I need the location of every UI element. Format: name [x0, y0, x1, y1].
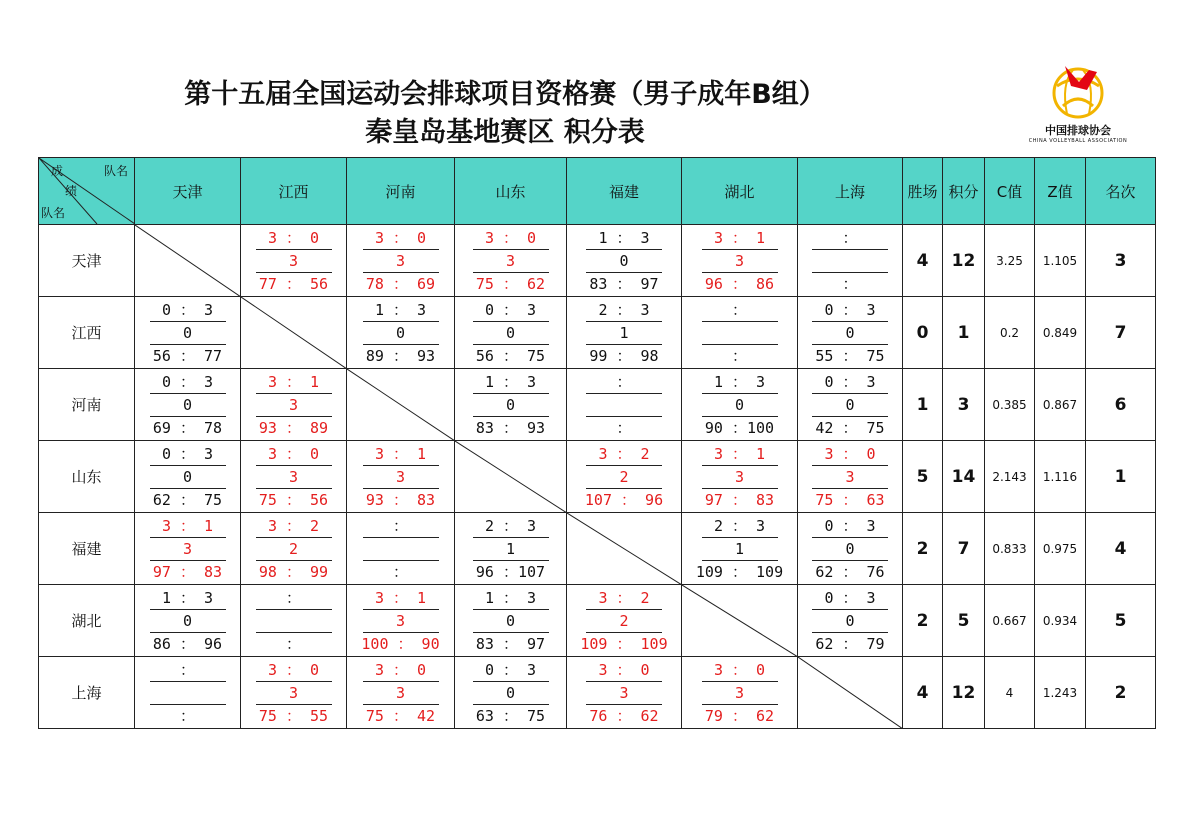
match-result: [241, 515, 346, 583]
match-points: [798, 250, 902, 272]
set-score: 2 ： 3: [484, 516, 537, 535]
standings-table: [38, 157, 1156, 729]
match-result-cell: [455, 657, 567, 729]
match-result: [347, 227, 454, 295]
match-result-cell: [567, 297, 682, 369]
match-result: [135, 371, 240, 439]
match-result-cell: [682, 657, 798, 729]
set-score: 3 ： 0: [267, 660, 320, 679]
set-score: 3 ： 1: [374, 588, 427, 607]
set-score: 0 ： 3: [824, 300, 876, 319]
match-result-cell: [567, 441, 682, 513]
c-value-cell: 4: [985, 657, 1035, 729]
set-score: 0 ： 3: [161, 372, 214, 391]
corner-cell: [39, 158, 135, 225]
set-score: 0 ： 3: [484, 300, 537, 319]
match-result-cell: [567, 657, 682, 729]
self-match-cell: [135, 225, 241, 297]
match-points: 3: [505, 251, 516, 270]
match-result-cell: [798, 297, 903, 369]
point-score: ：: [616, 418, 632, 437]
match-result: [135, 299, 240, 367]
points-cell: 12: [943, 657, 985, 729]
match-result: [347, 515, 454, 583]
match-result-cell: [798, 225, 903, 297]
point-score: 63 ： 75: [475, 706, 546, 725]
set-score: 3 ： 2: [267, 516, 320, 535]
point-score: 109 ： 109: [580, 634, 668, 653]
set-score: ：: [616, 372, 632, 391]
match-result-cell: [682, 441, 798, 513]
match-result: [135, 515, 240, 583]
match-result-cell: [241, 585, 347, 657]
point-score: 97 ： 83: [152, 562, 223, 581]
match-result: [798, 371, 902, 439]
rank-cell: 6: [1086, 369, 1156, 441]
match-points: 3: [182, 539, 193, 558]
diagonal-line: [241, 297, 347, 369]
points-cell: 14: [943, 441, 985, 513]
match-result: [347, 659, 454, 727]
table-row: [39, 513, 1156, 585]
row-team-name: 江西: [39, 297, 135, 369]
match-points: 0: [619, 251, 629, 270]
rank-cell: 7: [1086, 297, 1156, 369]
set-score: 3 ： 0: [267, 444, 320, 463]
point-score: 99 ： 98: [589, 346, 659, 365]
z-value-cell: 1.116: [1035, 441, 1086, 513]
c-value-cell: 0.667: [985, 585, 1035, 657]
set-score: 1 ： 3: [484, 372, 537, 391]
match-result-cell: [798, 513, 903, 585]
match-result: [798, 299, 902, 367]
match-points: 0: [395, 323, 406, 342]
match-result-cell: [135, 513, 241, 585]
point-score: 79 ： 62: [704, 706, 775, 725]
point-score: 83 ： 97: [589, 274, 659, 293]
point-score: 62 ： 76: [815, 562, 885, 581]
column-header-team: 湖北: [682, 158, 798, 225]
match-result: [567, 227, 681, 295]
point-score: 96 ： 86: [704, 274, 775, 293]
match-points: [347, 538, 454, 560]
point-score: 56 ： 77: [152, 346, 223, 365]
set-score: 1 ： 3: [161, 588, 214, 607]
column-header-stat: 胜场: [903, 158, 943, 225]
match-result-cell: [798, 369, 903, 441]
row-team-name: 河南: [39, 369, 135, 441]
match-points: 3: [395, 611, 406, 630]
point-score: 55 ： 75: [815, 346, 885, 365]
match-result-cell: [567, 585, 682, 657]
match-points: 0: [182, 611, 193, 630]
match-points: 3: [619, 683, 629, 702]
corner-label-top-left: 成: [51, 164, 64, 178]
self-match-cell: [567, 513, 682, 585]
set-score: 1 ： 3: [713, 372, 766, 391]
match-result: [682, 227, 797, 295]
z-value-cell: 0.849: [1035, 297, 1086, 369]
column-header-team: 江西: [241, 158, 347, 225]
set-score: 3 ： 0: [598, 660, 650, 679]
match-result: [567, 371, 681, 439]
match-points: 3: [395, 683, 406, 702]
set-score: 0 ： 3: [824, 516, 876, 535]
row-team-name: 湖北: [39, 585, 135, 657]
match-points: 3: [845, 467, 855, 486]
match-result: [567, 443, 681, 511]
set-score: ：: [285, 588, 301, 607]
point-score: 62 ： 79: [815, 634, 885, 653]
set-score: 0 ： 3: [824, 372, 876, 391]
match-points: 0: [845, 611, 855, 630]
z-value-cell: 0.934: [1035, 585, 1086, 657]
row-team-name: 天津: [39, 225, 135, 297]
rank-cell: 2: [1086, 657, 1156, 729]
match-result-cell: [135, 369, 241, 441]
set-score: 3 ： 0: [374, 660, 427, 679]
logo-text-cn: 中国排球协会: [1045, 124, 1111, 137]
match-result-cell: [682, 297, 798, 369]
match-points: 0: [845, 323, 855, 342]
point-score: 100 ： 90: [361, 634, 440, 653]
match-points: 0: [505, 683, 516, 702]
match-points: 2: [619, 611, 629, 630]
match-result-cell: [241, 513, 347, 585]
c-value-cell: 3.25: [985, 225, 1035, 297]
table-body: [39, 225, 1156, 729]
point-score: 69 ： 78: [152, 418, 223, 437]
rank-cell: 5: [1086, 585, 1156, 657]
points-cell: 3: [943, 369, 985, 441]
match-points: 3: [288, 683, 299, 702]
row-team-name: 山东: [39, 441, 135, 513]
column-header-stat: 积分: [943, 158, 985, 225]
set-score: 3 ： 1: [267, 372, 320, 391]
point-score: 107 ： 96: [584, 490, 664, 509]
point-score: 77 ： 56: [258, 274, 329, 293]
point-score: ：: [179, 706, 195, 725]
match-result: [455, 371, 566, 439]
match-points: [682, 322, 797, 344]
set-score: 3 ： 2: [598, 588, 650, 607]
diagonal-line: [455, 441, 567, 513]
set-score: 3 ： 0: [374, 228, 427, 247]
match-result: [241, 587, 346, 655]
z-value-cell: 0.975: [1035, 513, 1086, 585]
match-points: [241, 610, 346, 632]
match-result-cell: [241, 657, 347, 729]
match-result-cell: [682, 513, 798, 585]
match-points: 0: [182, 323, 193, 342]
point-score: 96 ：107: [475, 562, 546, 581]
set-score: 3 ： 0: [267, 228, 320, 247]
match-points: 1: [619, 323, 629, 342]
points-cell: 7: [943, 513, 985, 585]
table-row: [39, 441, 1156, 513]
match-result-cell: [455, 369, 567, 441]
point-score: 86 ： 96: [152, 634, 223, 653]
corner-label-top-right: 队名: [103, 164, 128, 178]
column-header-team: 上海: [798, 158, 903, 225]
match-result: [682, 443, 797, 511]
point-score: 42 ： 75: [815, 418, 885, 437]
points-cell: 5: [943, 585, 985, 657]
point-score: 98 ： 99: [258, 562, 329, 581]
match-result: [798, 443, 902, 511]
table-row: [39, 225, 1156, 297]
rank-cell: 1: [1086, 441, 1156, 513]
row-team-name: 上海: [39, 657, 135, 729]
association-logo: [1028, 62, 1128, 152]
diagonal-line: [567, 513, 682, 585]
column-header-team: 河南: [347, 158, 455, 225]
point-score: 75 ： 55: [258, 706, 329, 725]
set-score: 3 ： 0: [713, 660, 766, 679]
wins-cell: 2: [903, 513, 943, 585]
z-value-cell: 1.243: [1035, 657, 1086, 729]
set-score: 0 ： 3: [161, 444, 214, 463]
set-score: ：: [842, 228, 858, 247]
match-result-cell: [567, 369, 682, 441]
match-result: [455, 515, 566, 583]
diagonal-line: [135, 225, 241, 297]
point-score: 75 ： 42: [365, 706, 436, 725]
match-result-cell: [455, 513, 567, 585]
corner-label-bottom: 队名: [41, 206, 66, 220]
page-subtitle: 秦皇岛基地赛区 积分表: [365, 117, 645, 148]
table-row: [39, 585, 1156, 657]
point-score: 75 ： 63: [815, 490, 885, 509]
c-value-cell: 0.833: [985, 513, 1035, 585]
table-row: [39, 297, 1156, 369]
match-result-cell: [347, 225, 455, 297]
volleyball-logo-icon: [1049, 62, 1107, 120]
set-score: 3 ： 2: [598, 444, 650, 463]
match-result: [135, 443, 240, 511]
match-points: 0: [505, 611, 516, 630]
z-value-cell: 1.105: [1035, 225, 1086, 297]
match-result-cell: [347, 297, 455, 369]
point-score: ：: [392, 562, 408, 581]
match-result-cell: [798, 441, 903, 513]
self-match-cell: [455, 441, 567, 513]
match-result-cell: [347, 657, 455, 729]
point-score: 75 ： 62: [475, 274, 546, 293]
point-score: 75 ： 56: [258, 490, 329, 509]
match-result: [135, 659, 240, 727]
match-result: [347, 587, 454, 655]
match-result: [347, 443, 454, 511]
table-row: [39, 369, 1156, 441]
point-score: 109 ： 109: [695, 562, 784, 581]
self-match-cell: [241, 297, 347, 369]
match-result-cell: [682, 225, 798, 297]
point-score: 93 ： 83: [365, 490, 436, 509]
wins-cell: 1: [903, 369, 943, 441]
match-result-cell: [135, 441, 241, 513]
match-result-cell: [347, 513, 455, 585]
match-result: [682, 515, 797, 583]
match-points: 3: [288, 395, 299, 414]
column-header-team: 山东: [455, 158, 567, 225]
wins-cell: 5: [903, 441, 943, 513]
set-score: 3 ： 1: [713, 444, 766, 463]
point-score: 76 ： 62: [589, 706, 659, 725]
match-result: [455, 227, 566, 295]
column-header-team: 福建: [567, 158, 682, 225]
match-result-cell: [455, 585, 567, 657]
set-score: 3 ： 0: [484, 228, 537, 247]
match-result-cell: [455, 225, 567, 297]
wins-cell: 0: [903, 297, 943, 369]
diagonal-line: [347, 369, 455, 441]
self-match-cell: [682, 585, 798, 657]
set-score: 1 ： 3: [374, 300, 427, 319]
match-result: [347, 299, 454, 367]
points-cell: 12: [943, 225, 985, 297]
match-points: 3: [734, 467, 745, 486]
set-score: 1 ： 3: [598, 228, 650, 247]
point-score: 90 ：100: [704, 418, 775, 437]
match-result: [682, 299, 797, 367]
column-header-stat: Z值: [1035, 158, 1086, 225]
row-team-name: 福建: [39, 513, 135, 585]
table-row: [39, 657, 1156, 729]
set-score: 0 ： 3: [484, 660, 537, 679]
match-result: [241, 443, 346, 511]
diagonal-line: [682, 585, 798, 657]
point-score: 83 ： 93: [475, 418, 546, 437]
match-result: [682, 659, 797, 727]
z-value-cell: 0.867: [1035, 369, 1086, 441]
point-score: 78 ： 69: [365, 274, 436, 293]
match-points: 3: [395, 467, 406, 486]
match-points: 0: [182, 467, 193, 486]
match-points: [567, 394, 681, 416]
match-result-cell: [455, 297, 567, 369]
match-result: [682, 371, 797, 439]
point-score: ：: [285, 634, 301, 653]
match-result: [135, 587, 240, 655]
match-result: [455, 299, 566, 367]
set-score: ：: [731, 300, 747, 319]
wins-cell: 4: [903, 657, 943, 729]
match-points: 2: [288, 539, 299, 558]
c-value-cell: 0.2: [985, 297, 1035, 369]
set-score: ：: [179, 660, 195, 679]
column-header-stat: 名次: [1086, 158, 1156, 225]
c-value-cell: 2.143: [985, 441, 1035, 513]
set-score: 3 ： 1: [161, 516, 214, 535]
match-result: [798, 515, 902, 583]
wins-cell: 2: [903, 585, 943, 657]
match-result: [455, 659, 566, 727]
points-cell: 1: [943, 297, 985, 369]
diagonal-line: [798, 657, 903, 729]
match-points: 3: [288, 251, 299, 270]
match-points: 3: [734, 251, 745, 270]
rank-cell: 3: [1086, 225, 1156, 297]
match-points: 0: [182, 395, 193, 414]
c-value-cell: 0.385: [985, 369, 1035, 441]
set-score: 0 ： 3: [824, 588, 876, 607]
column-header-team: 天津: [135, 158, 241, 225]
match-result-cell: [798, 585, 903, 657]
match-points: [135, 682, 240, 704]
point-score: 93 ： 89: [258, 418, 329, 437]
match-points: 0: [734, 395, 745, 414]
match-points: 3: [734, 683, 745, 702]
match-points: 3: [288, 467, 299, 486]
match-result-cell: [135, 657, 241, 729]
corner-label-middle: 绩: [65, 184, 78, 198]
match-result-cell: [135, 297, 241, 369]
point-score: 62 ： 75: [152, 490, 223, 509]
set-score: 2 ： 3: [598, 300, 650, 319]
match-result: [798, 227, 902, 295]
match-result: [567, 587, 681, 655]
match-points: 0: [845, 395, 855, 414]
match-result-cell: [135, 585, 241, 657]
match-result: [798, 587, 902, 655]
match-result: [241, 227, 346, 295]
point-score: 97 ： 83: [704, 490, 775, 509]
point-score: ：: [842, 274, 858, 293]
match-result: [241, 371, 346, 439]
point-score: 56 ： 75: [475, 346, 546, 365]
match-result: [567, 299, 681, 367]
match-points: 0: [845, 539, 855, 558]
match-result-cell: [347, 441, 455, 513]
set-score: 1 ： 3: [484, 588, 537, 607]
header-row: [39, 158, 1156, 225]
page-title: 第十五届全国运动会排球项目资格赛（男子成年B组）: [184, 79, 826, 110]
self-match-cell: [798, 657, 903, 729]
match-points: 0: [505, 395, 516, 414]
set-score: 3 ： 0: [824, 444, 876, 463]
point-score: 89 ： 93: [365, 346, 436, 365]
match-points: 3: [395, 251, 406, 270]
match-result-cell: [682, 369, 798, 441]
match-result-cell: [347, 585, 455, 657]
match-points: 1: [734, 539, 745, 558]
column-header-stat: C值: [985, 158, 1035, 225]
match-result: [241, 659, 346, 727]
set-score: 2 ： 3: [713, 516, 766, 535]
self-match-cell: [347, 369, 455, 441]
set-score: 0 ： 3: [161, 300, 214, 319]
match-result: [455, 587, 566, 655]
point-score: ：: [731, 346, 747, 365]
match-result: [567, 659, 681, 727]
point-score: 83 ： 97: [475, 634, 546, 653]
match-points: 0: [505, 323, 516, 342]
rank-cell: 4: [1086, 513, 1156, 585]
match-points: 2: [619, 467, 629, 486]
match-result-cell: [241, 441, 347, 513]
wins-cell: 4: [903, 225, 943, 297]
set-score: 3 ： 1: [713, 228, 766, 247]
match-points: 1: [505, 539, 516, 558]
set-score: ：: [392, 516, 408, 535]
set-score: 3 ： 1: [374, 444, 427, 463]
match-result-cell: [241, 225, 347, 297]
match-result-cell: [241, 369, 347, 441]
logo-text-en: CHINA VOLLEYBALL ASSOCIATION: [1028, 138, 1128, 144]
match-result-cell: [567, 225, 682, 297]
